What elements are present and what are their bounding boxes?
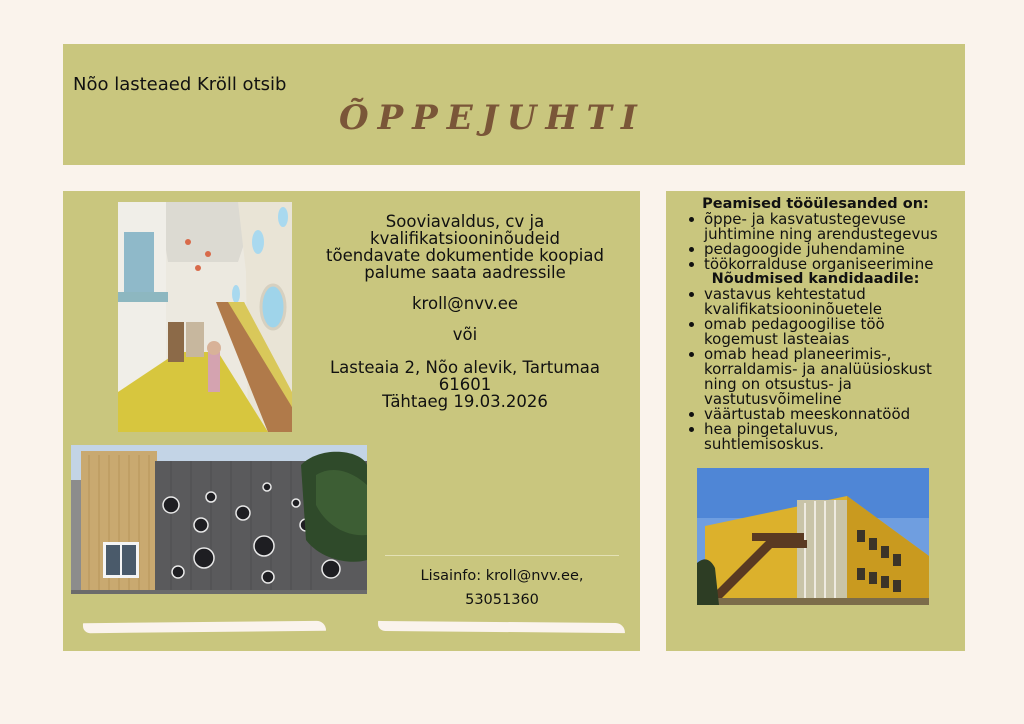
divider [385,555,619,556]
job-description [686,197,961,452]
application-instructions: Sooviavaldus, cv ja kvalifikatsiooninõudeid tõendavate dokumentide koopiad palume saata aadressile [326,212,604,282]
kindergarten-interior-photo [118,202,292,432]
brush-stroke-decoration [378,621,625,633]
header-subtitle: Nõo lasteaed Kröll otsib [73,74,287,95]
page-title: ÕPPEJUHTI [339,98,646,138]
list-item: vastavus kehtestatud kvalifikatsiooninõuetele [686,287,961,317]
right-panel [666,191,965,651]
list-item: õppe- ja kasvatustegevuse juhtimine ning arendustegevus [686,212,961,242]
duties-heading: Peamised tööülesanded on: [702,196,929,212]
requirements-list [686,287,961,452]
application-email[interactable]: kroll@nvv.ee [412,294,518,313]
contact-info [385,564,619,612]
yellow-building-photo [697,468,929,605]
postal-address: Lasteaia 2, Nõo alevik, Tartumaa 61601 [329,358,601,394]
duties-list [686,212,961,272]
list-item: pedagoogide juhendamine [686,242,961,257]
application-deadline: Tähtaeg 19.03.2026 [382,392,548,411]
kindergarten-exterior-photo [71,445,367,594]
list-item: töökorralduse organiseerimine [686,257,961,272]
or-text: või [452,325,478,344]
list-item: väärtustab meeskonnatööd [686,407,961,422]
application-info [325,213,605,410]
left-panel [63,191,640,651]
contact-phone: 53051360 [465,592,539,608]
requirements-heading: Nõudmised kandidaadile: [711,271,920,287]
header-banner [63,44,965,165]
contact-email[interactable]: Lisainfo: kroll@nvv.ee, [420,568,584,584]
list-item: omab head planeerimis-, korraldamis- ja analüüsioskust ning on otsustus- ja vastutusvõimeline [686,347,961,407]
list-item: hea pingetaluvus, suhtlemisoskus. [686,422,961,452]
brush-stroke-decoration [83,621,326,634]
list-item: omab pedagoogilise töö kogemust lasteaias [686,317,961,347]
